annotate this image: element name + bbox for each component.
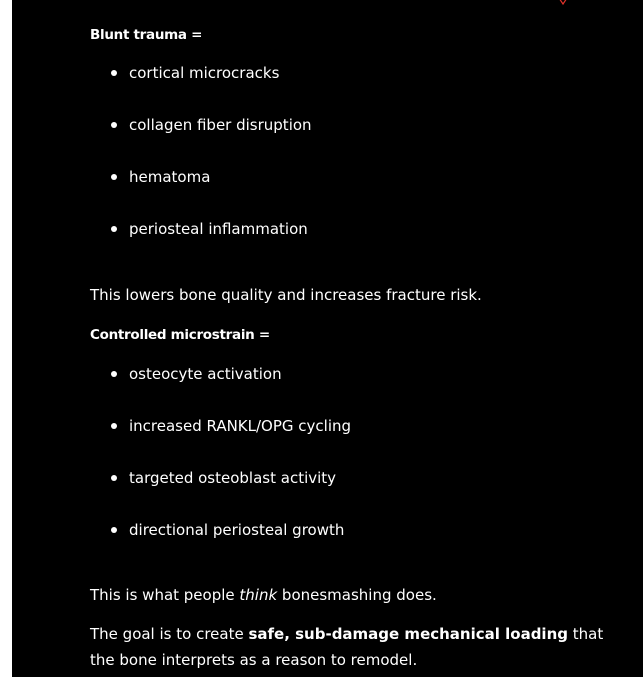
bullet-icon (111, 122, 117, 128)
blunt-trauma-heading: Blunt trauma = (90, 27, 203, 43)
bullet-icon (111, 475, 117, 481)
bullet-icon (111, 174, 117, 180)
bullet-icon (111, 70, 117, 76)
list-item: increased RANKL/OPG cycling (110, 416, 351, 468)
blunt-trauma-conclusion: This lowers bone quality and increases fracture risk. (90, 286, 482, 304)
bullet-icon (111, 527, 117, 533)
list-item: hematoma (110, 167, 312, 219)
article-content (12, 0, 643, 677)
controlled-microstrain-list (110, 364, 351, 572)
bullet-icon (111, 423, 117, 429)
controlled-microstrain-heading: Controlled microstrain = (90, 327, 270, 343)
chevron-down-icon (557, 0, 569, 6)
closing-paragraph-2: The goal is to create safe, sub-damage mechanical loading that the bone interprets as a reason to remodel. (90, 625, 604, 669)
closing-paragraph-1: This is what people think bonesmashing does. (90, 586, 437, 604)
list-item: cortical microcracks (110, 63, 312, 115)
bullet-icon (111, 226, 117, 232)
blunt-trauma-list (110, 63, 312, 271)
list-item: periosteal inflammation (110, 219, 312, 271)
list-item: targeted osteoblast activity (110, 468, 351, 520)
bullet-icon (111, 371, 117, 377)
list-item: directional periosteal growth (110, 520, 351, 572)
list-item: collagen fiber disruption (110, 115, 312, 167)
list-item: osteocyte activation (110, 364, 351, 416)
